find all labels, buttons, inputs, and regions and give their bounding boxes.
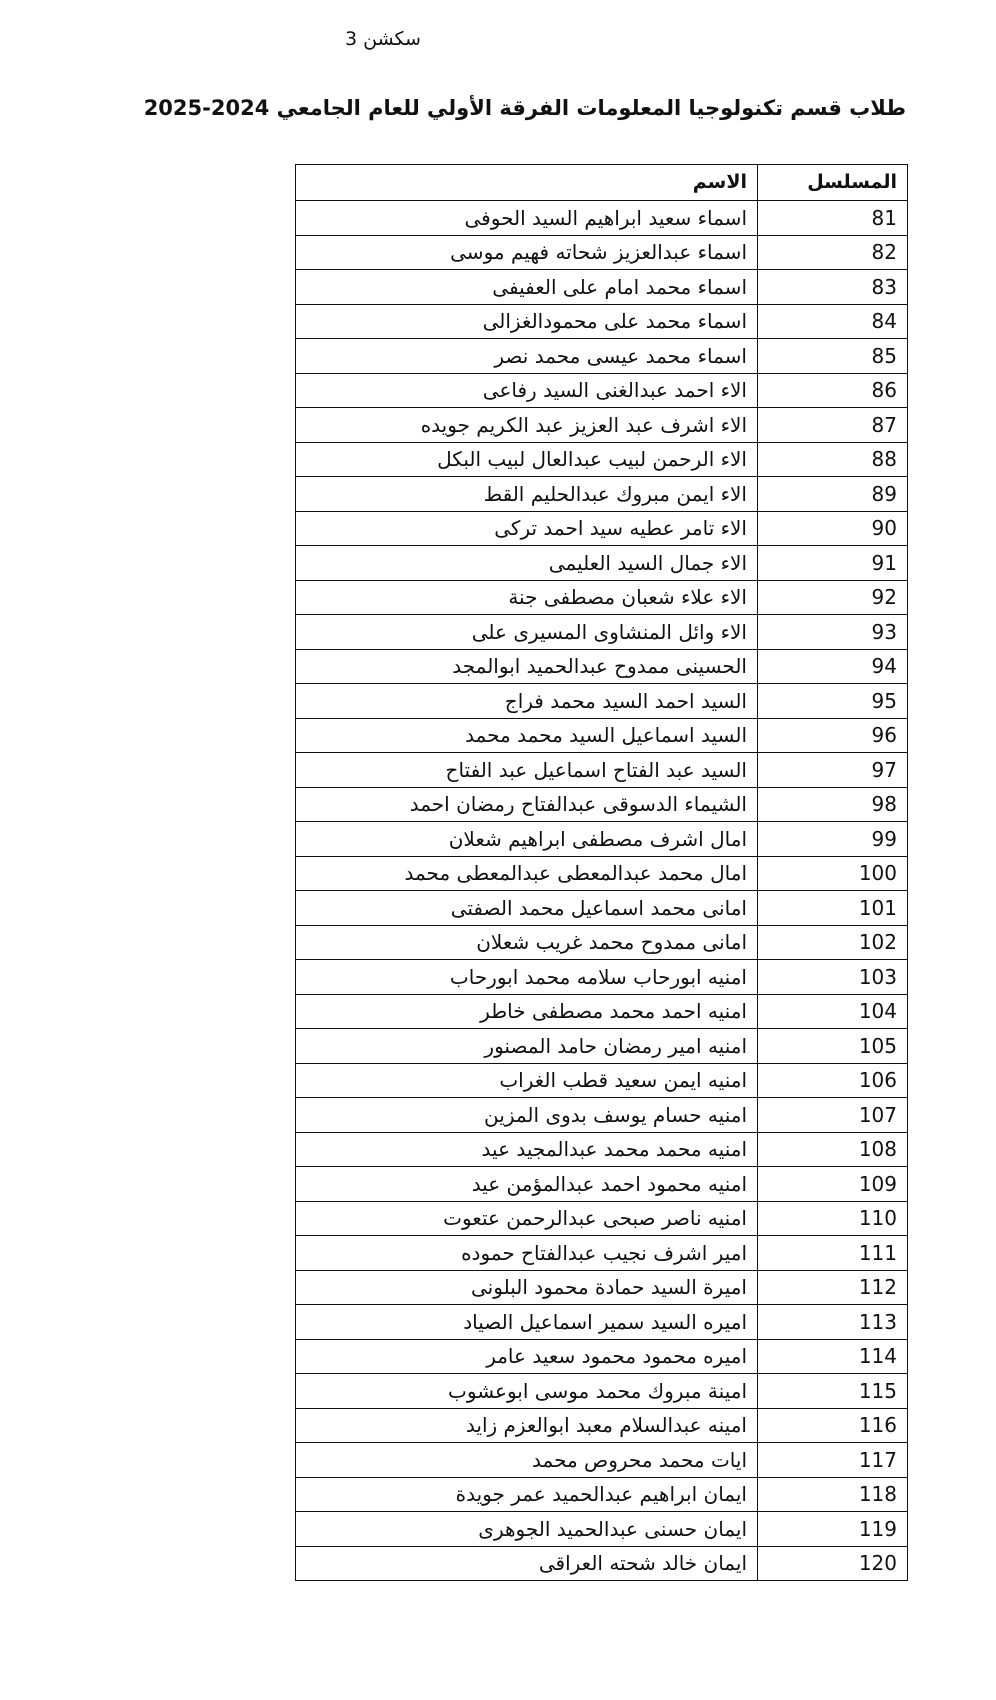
table-row	[296, 580, 908, 615]
serial-cell: 98	[758, 787, 908, 822]
student-name-cell: امال محمد عبدالمعطى عبدالمعطى محمد	[296, 856, 758, 891]
table-row	[296, 235, 908, 270]
table-row	[296, 1132, 908, 1167]
name-column-header: الاسم	[296, 165, 758, 201]
student-name-cell: امنيه حسام يوسف بدوى المزين	[296, 1098, 758, 1133]
student-name-cell: ايمان خالد شحته العراقى	[296, 1546, 758, 1581]
student-name-cell: امانى ممدوح محمد غريب شعلان	[296, 925, 758, 960]
student-name-cell: امنيه محمود احمد عبدالمؤمن عيد	[296, 1167, 758, 1202]
student-name-cell: اسماء عبدالعزيز شحاته فهيم موسى	[296, 235, 758, 270]
serial-cell: 100	[758, 856, 908, 891]
serial-cell: 113	[758, 1305, 908, 1340]
table-row	[296, 1029, 908, 1064]
roster-body	[296, 201, 908, 1581]
table-row	[296, 304, 908, 339]
serial-cell: 118	[758, 1477, 908, 1512]
student-name-cell: اسماء سعيد ابراهيم السيد الحوفى	[296, 201, 758, 236]
serial-cell: 112	[758, 1270, 908, 1305]
table-row	[296, 1339, 908, 1374]
student-name-cell: امير اشرف نجيب عبدالفتاح حموده	[296, 1236, 758, 1271]
serial-cell: 85	[758, 339, 908, 374]
student-name-cell: امنيه ابورحاب سلامه محمد ابورحاب	[296, 960, 758, 995]
table-header-row	[296, 165, 908, 201]
student-name-cell: امينه عبدالسلام معبد ابوالعزم زايد	[296, 1408, 758, 1443]
serial-cell: 115	[758, 1374, 908, 1409]
serial-cell: 114	[758, 1339, 908, 1374]
serial-cell: 84	[758, 304, 908, 339]
table-row	[296, 270, 908, 305]
serial-cell: 110	[758, 1201, 908, 1236]
serial-cell: 87	[758, 408, 908, 443]
table-row	[296, 960, 908, 995]
table-row	[296, 925, 908, 960]
student-name-cell: امنيه امير رمضان حامد المصنور	[296, 1029, 758, 1064]
serial-cell: 88	[758, 442, 908, 477]
student-name-cell: اميرة السيد حمادة محمود البلونى	[296, 1270, 758, 1305]
table-row	[296, 753, 908, 788]
serial-cell: 119	[758, 1512, 908, 1547]
student-name-cell: الاء ايمن مبروك عبدالحليم القط	[296, 477, 758, 512]
student-name-cell: السيد احمد السيد محمد فراج	[296, 684, 758, 719]
section-label: سكشن 3	[345, 28, 421, 50]
student-name-cell: ايمان حسنى عبدالحميد الجوهرى	[296, 1512, 758, 1547]
student-name-cell: الاء الرحمن لبيب عبدالعال لبيب البكل	[296, 442, 758, 477]
serial-cell: 94	[758, 649, 908, 684]
table-row	[296, 1236, 908, 1271]
serial-cell: 111	[758, 1236, 908, 1271]
table-row	[296, 373, 908, 408]
serial-cell: 120	[758, 1546, 908, 1581]
serial-cell: 109	[758, 1167, 908, 1202]
student-name-cell: امنيه محمد محمد عبدالمجيد عيد	[296, 1132, 758, 1167]
table-row	[296, 787, 908, 822]
student-name-cell: الاء اشرف عبد العزيز عبد الكريم جويده	[296, 408, 758, 443]
table-row	[296, 1098, 908, 1133]
table-row	[296, 856, 908, 891]
table-row	[296, 1443, 908, 1478]
table-row	[296, 718, 908, 753]
serial-cell: 81	[758, 201, 908, 236]
student-name-cell: ايات محمد محروص محمد	[296, 1443, 758, 1478]
table-row	[296, 201, 908, 236]
student-name-cell: امنيه ناصر صبحى عبدالرحمن عتعوت	[296, 1201, 758, 1236]
student-name-cell: اميره السيد سمير اسماعيل الصياد	[296, 1305, 758, 1340]
serial-cell: 105	[758, 1029, 908, 1064]
student-name-cell: اسماء محمد امام على العفيفى	[296, 270, 758, 305]
table-row	[296, 891, 908, 926]
serial-cell: 82	[758, 235, 908, 270]
student-name-cell: الشيماء الدسوقى عبدالفتاح رمضان احمد	[296, 787, 758, 822]
serial-cell: 116	[758, 1408, 908, 1443]
table-row	[296, 684, 908, 719]
serial-cell: 93	[758, 615, 908, 650]
serial-cell: 90	[758, 511, 908, 546]
serial-cell: 89	[758, 477, 908, 512]
table-row	[296, 1167, 908, 1202]
student-name-cell: السيد اسماعيل السيد محمد محمد	[296, 718, 758, 753]
student-name-cell: اسماء محمد على محمودالغزالى	[296, 304, 758, 339]
student-name-cell: اسماء محمد عيسى محمد نصر	[296, 339, 758, 374]
student-name-cell: الحسينى ممدوح عبدالحميد ابوالمجد	[296, 649, 758, 684]
table-row	[296, 822, 908, 857]
serial-cell: 95	[758, 684, 908, 719]
table-row	[296, 477, 908, 512]
table-row	[296, 1512, 908, 1547]
serial-cell: 107	[758, 1098, 908, 1133]
serial-cell: 117	[758, 1443, 908, 1478]
table-row	[296, 1063, 908, 1098]
student-roster	[295, 164, 907, 1581]
table-row	[296, 615, 908, 650]
student-name-cell: امنيه ايمن سعيد قطب الغراب	[296, 1063, 758, 1098]
table-row	[296, 1270, 908, 1305]
student-name-cell: السيد عبد الفتاح اسماعيل عبد الفتاح	[296, 753, 758, 788]
table-row	[296, 1546, 908, 1581]
table-row	[296, 511, 908, 546]
serial-cell: 97	[758, 753, 908, 788]
student-name-cell: الاء جمال السيد العليمى	[296, 546, 758, 581]
student-name-cell: الاء احمد عبدالغنى السيد رفاعى	[296, 373, 758, 408]
serial-cell: 102	[758, 925, 908, 960]
table-row	[296, 546, 908, 581]
serial-cell: 106	[758, 1063, 908, 1098]
table-row	[296, 994, 908, 1029]
student-name-cell: الاء علاء شعبان مصطفى جنة	[296, 580, 758, 615]
table-row	[296, 1305, 908, 1340]
serial-cell: 99	[758, 822, 908, 857]
serial-cell: 103	[758, 960, 908, 995]
serial-cell: 92	[758, 580, 908, 615]
serial-cell: 86	[758, 373, 908, 408]
student-name-cell: امنيه احمد محمد مصطفى خاطر	[296, 994, 758, 1029]
serial-cell: 96	[758, 718, 908, 753]
table-row	[296, 339, 908, 374]
document-title: طلاب قسم تكنولوجيا المعلومات الفرقة الأولي للعام الجامعي 2024-2025	[143, 96, 906, 120]
table-row	[296, 442, 908, 477]
student-name-cell: اميره محمود محمود سعيد عامر	[296, 1339, 758, 1374]
student-name-cell: امانى محمد اسماعيل محمد الصفتى	[296, 891, 758, 926]
serial-column-header: المسلسل	[758, 165, 908, 201]
serial-cell: 101	[758, 891, 908, 926]
student-name-cell: امال اشرف مصطفى ابراهيم شعلان	[296, 822, 758, 857]
table-row	[296, 1201, 908, 1236]
table-row	[296, 649, 908, 684]
serial-cell: 104	[758, 994, 908, 1029]
student-name-cell: الاء تامر عطيه سيد احمد تركى	[296, 511, 758, 546]
serial-cell: 91	[758, 546, 908, 581]
student-name-cell: ايمان ابراهيم عبدالحميد عمر جويدة	[296, 1477, 758, 1512]
table-row	[296, 1374, 908, 1409]
serial-cell: 108	[758, 1132, 908, 1167]
student-name-cell: الاء وائل المنشاوى المسيرى على	[296, 615, 758, 650]
student-name-cell: امينة مبروك محمد موسى ابوعشوب	[296, 1374, 758, 1409]
roster-table	[295, 164, 908, 1581]
table-row	[296, 408, 908, 443]
serial-cell: 83	[758, 270, 908, 305]
table-row	[296, 1408, 908, 1443]
table-row	[296, 1477, 908, 1512]
